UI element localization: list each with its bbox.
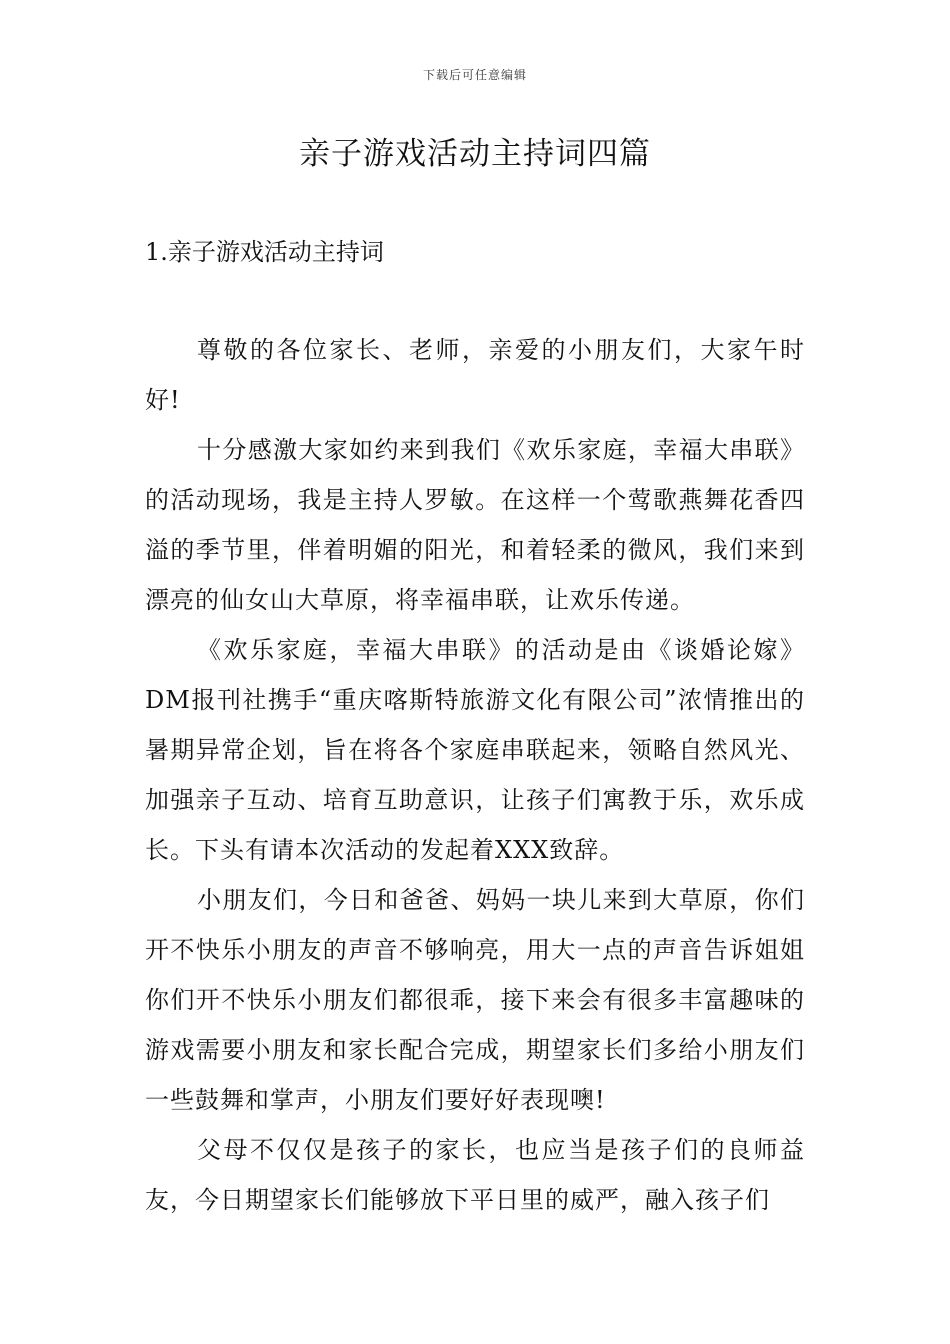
document-title: 亲子游戏活动主持词四篇 <box>299 136 651 172</box>
paragraph-event-intro: 《欢乐家庭，幸福大串联》的活动是由《谈婚论嫁》DM报刊社携手“重庆喀斯特旅游文化有限公司”浓情推出的暑期异常企划，旨在将各个家庭串联起来，领略自然风光、加强亲子互动、培育互助意识，让孩子们寓教于乐，欢乐成长。下头有请本次活动的发起着XXX致辞。 <box>145 636 805 864</box>
document-body <box>145 325 805 1225</box>
paragraph-kids-address: 小朋友们，今日和爸爸、妈妈一块儿来到大草原，你们开不快乐小朋友的声音不够响亮，用大一点的声音告诉姐姐你们开不快乐小朋友们都很乖，接下来会有很多丰富趣味的游戏需要小朋友和家长配合完成，期望家长们多给小朋友们一些鼓舞和掌声，小朋友们要好好表现噢! <box>145 886 805 1114</box>
paragraph-greeting: 尊敬的各位家长、老师，亲爱的小朋友们，大家午时好! <box>145 336 805 414</box>
header-note: 下载后可任意编辑 <box>422 68 527 82</box>
paragraph-parents-address: 父母不仅仅是孩子的家长，也应当是孩子们的良师益友，今日期望家长们能够放下平日里的威严，融入孩子们 <box>145 1136 805 1214</box>
paragraph-welcome: 十分感激大家如约来到我们《欢乐家庭，幸福大串联》的活动现场，我是主持人罗敏。在这样一个莺歌燕舞花香四溢的季节里，伴着明媚的阳光，和着轻柔的微风，我们来到漂亮的仙女山大草原，将幸福串联，让欢乐传递。 <box>145 436 805 614</box>
section-heading: 1.亲子游戏活动主持词 <box>145 238 384 266</box>
